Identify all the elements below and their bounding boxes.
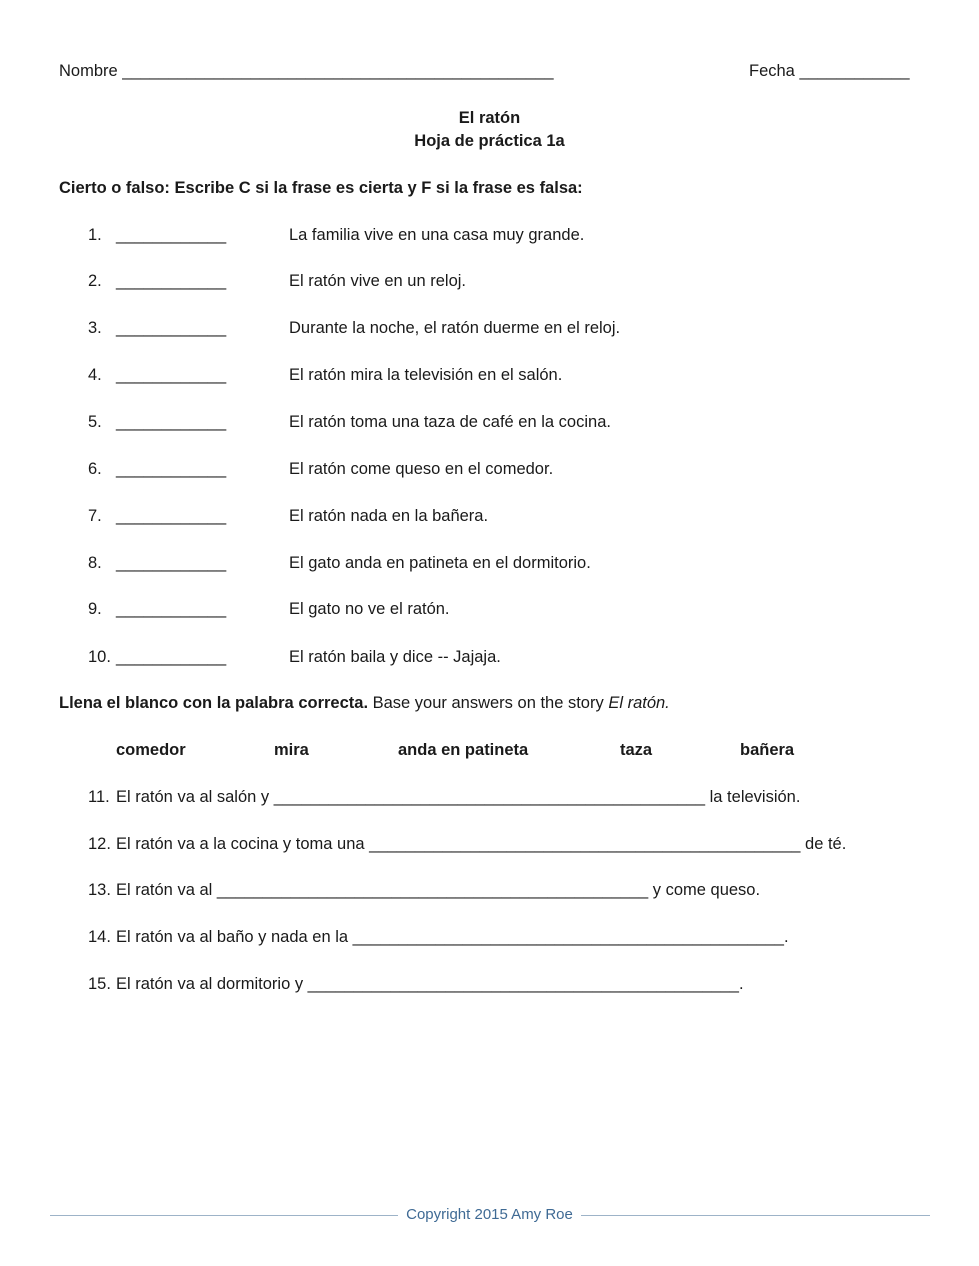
word-bank-item: bañera <box>740 741 795 759</box>
answer-blank[interactable]: ____________ <box>116 507 227 525</box>
answer-blank[interactable]: ____________ <box>116 460 227 478</box>
statement-text: El ratón vive en un reloj. <box>289 272 467 290</box>
fill-in-sentence[interactable]: El ratón va a la cocina y toma una _______________________________________________ de té. <box>116 835 847 853</box>
statement-text: La familia vive en una casa muy grande. <box>289 226 585 244</box>
item-number: 15. <box>88 975 111 993</box>
instructions-plain: Base your answers on the story <box>368 694 609 712</box>
item-number: 13. <box>88 881 111 899</box>
statement-text: El ratón come queso en el comedor. <box>289 460 554 478</box>
statement-text: El ratón mira la televisión en el salón. <box>289 366 563 384</box>
item-number: 10. <box>88 648 111 666</box>
answer-blank[interactable]: ____________ <box>116 226 227 244</box>
fill-in-sentence[interactable]: El ratón va al salón y _______________________________________________ la televisión. <box>116 788 801 806</box>
worksheet-title: El ratón <box>458 109 521 127</box>
item-number: 11. <box>88 788 110 806</box>
statement-text: El gato anda en patineta en el dormitorio. <box>289 554 591 572</box>
item-number: 1. <box>88 226 102 244</box>
item-number: 4. <box>88 366 102 384</box>
item-number: 6. <box>88 460 102 478</box>
answer-blank[interactable]: ____________ <box>116 272 227 290</box>
item-number: 14. <box>88 928 111 946</box>
fill-in-sentence[interactable]: El ratón va al dormitorio y _______________________________________________. <box>116 975 744 993</box>
statement-text: El gato no ve el ratón. <box>289 600 450 618</box>
item-number: 3. <box>88 319 102 337</box>
answer-blank[interactable]: ____________ <box>116 366 227 384</box>
word-bank-item: anda en patineta <box>398 741 529 759</box>
answer-blank[interactable]: ____________ <box>116 600 227 618</box>
nombre-field[interactable]: Nombre _______________________________________________ <box>59 62 554 80</box>
statement-text: El ratón toma una taza de café en la cocina. <box>289 413 611 431</box>
item-number: 7. <box>88 507 102 525</box>
answer-blank[interactable]: ____________ <box>116 319 227 337</box>
word-bank-item: taza <box>620 741 653 759</box>
fecha-field[interactable]: Fecha ____________ <box>749 62 910 80</box>
fill-in-sentence[interactable]: El ratón va al baño y nada en la _______________________________________________. <box>116 928 789 946</box>
item-number: 9. <box>88 600 102 618</box>
item-number: 5. <box>88 413 102 431</box>
footer <box>0 1205 979 1225</box>
word-bank-item: comedor <box>116 741 186 759</box>
item-number: 2. <box>88 272 102 290</box>
statement-text: El ratón baila y dice -- Jajaja. <box>289 648 501 666</box>
statement-text: El ratón nada en la bañera. <box>289 507 489 525</box>
item-number: 12. <box>88 835 111 853</box>
instructions-bold: Llena el blanco con la palabra correcta. <box>59 694 369 712</box>
section1-instructions: Cierto o falso: Escribe C si la frase es cierta y F si la frase es falsa: <box>59 179 583 197</box>
item-number: 8. <box>88 554 102 572</box>
answer-blank[interactable]: ____________ <box>116 413 227 431</box>
statement-text: Durante la noche, el ratón duerme en el reloj. <box>289 319 621 337</box>
section2-instructions <box>59 693 670 713</box>
word-bank-item: mira <box>274 741 309 759</box>
worksheet-subtitle: Hoja de práctica 1a <box>414 132 565 150</box>
fill-in-sentence[interactable]: El ratón va al _______________________________________________ y come queso. <box>116 881 761 899</box>
copyright-text: Copyright 2015 Amy Roe <box>398 1206 581 1223</box>
answer-blank[interactable]: ____________ <box>116 554 227 572</box>
answer-blank[interactable]: ____________ <box>116 648 227 666</box>
instructions-italic: El ratón. <box>608 694 670 712</box>
